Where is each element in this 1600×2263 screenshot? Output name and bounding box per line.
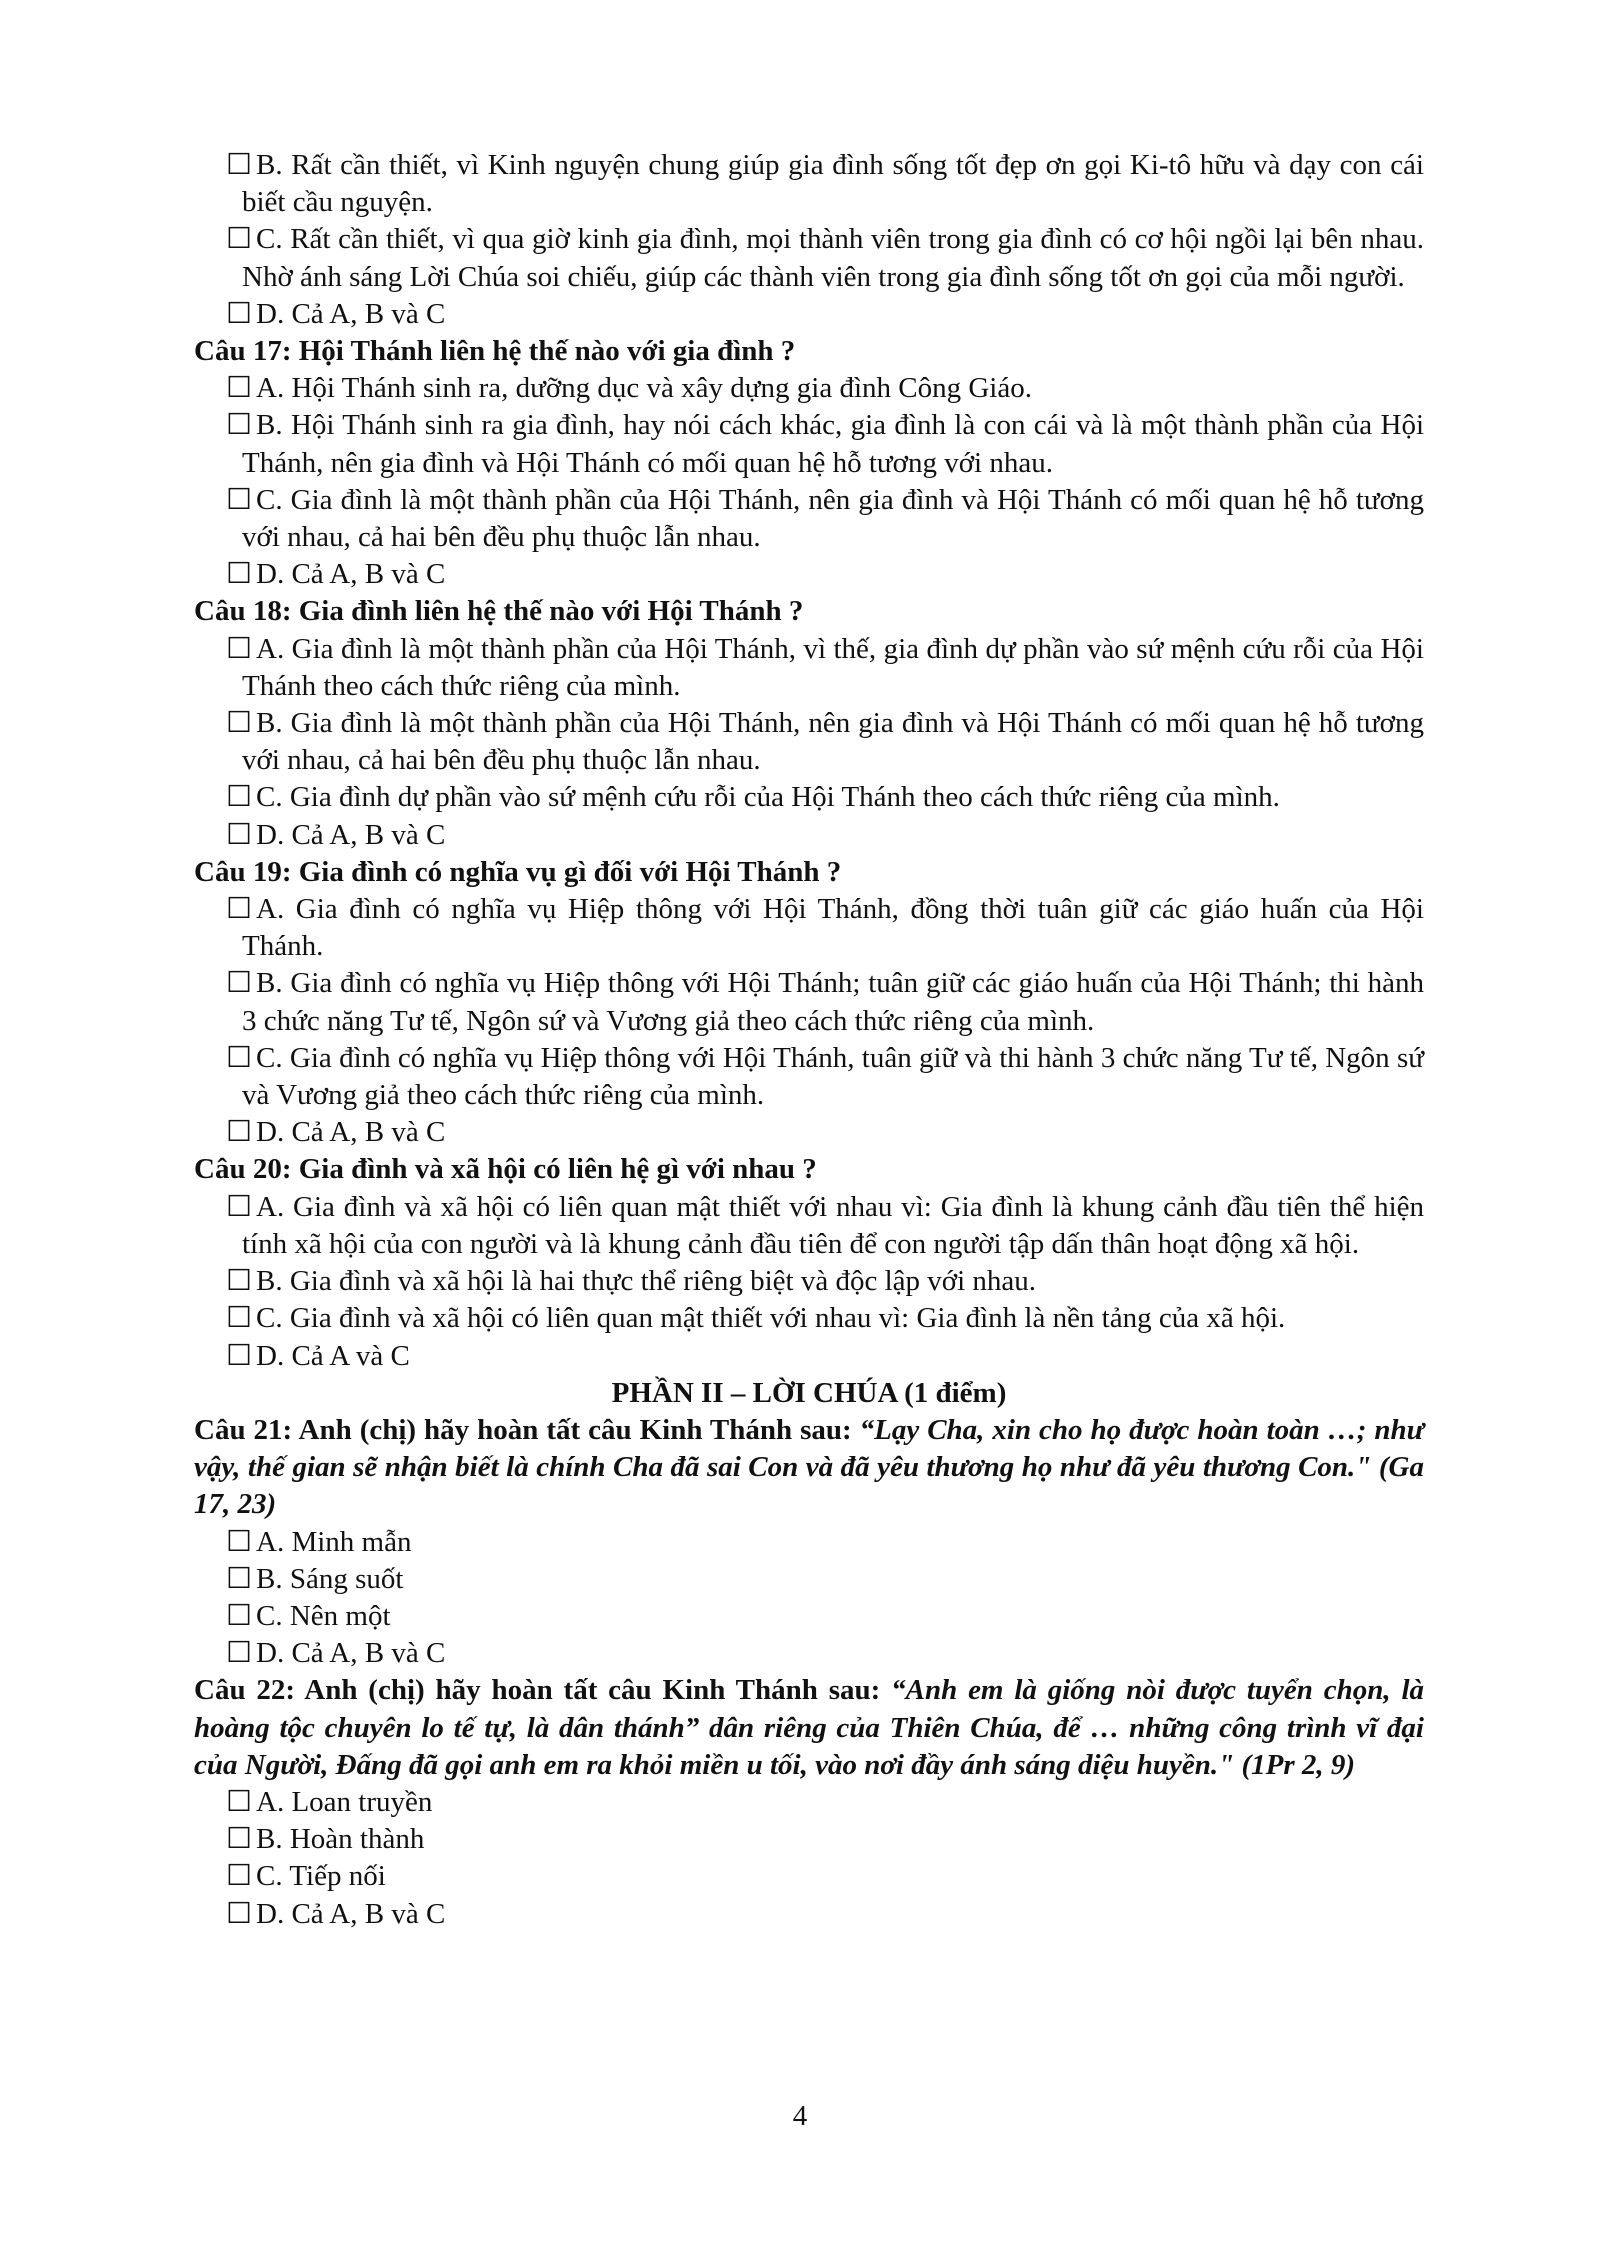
q22-option-a: ☐ A. Loan truyền (194, 1784, 1424, 1821)
checkbox-icon[interactable]: ☐ (226, 1041, 252, 1074)
q18-option-d: ☐ D. Cả A, B và C (194, 817, 1424, 854)
checkbox-icon[interactable]: ☐ (226, 893, 252, 926)
checkbox-icon[interactable]: ☐ (226, 1860, 252, 1893)
checkbox-icon[interactable]: ☐ (226, 1785, 252, 1818)
checkbox-icon[interactable]: ☐ (226, 818, 252, 851)
page-number: 4 (792, 2100, 808, 2132)
checkbox-icon[interactable]: ☐ (226, 297, 252, 330)
q22-option-d: ☐ D. Cả A, B và C (194, 1896, 1424, 1933)
q22-option-c: ☐ C. Tiếp nối (194, 1858, 1424, 1895)
checkbox-icon[interactable]: ☐ (226, 632, 252, 665)
q22-option-b: ☐ B. Hoàn thành (194, 1821, 1424, 1858)
q20-option-d: ☐ D. Cả A và C (194, 1338, 1424, 1375)
question-20-title: Câu 20: Gia đình và xã hội có liên hệ gì với nhau ? (194, 1153, 817, 1186)
q20-option-a: ☐ A. Gia đình và xã hội có liên quan mật thiết với nhau vì: Gia đình là khung cảnh đầu tiên thể hiện tính xã hội của con người và là khung cảnh đầu tiên để con người tập dấn thân hoạt động xã hội. (226, 1190, 1424, 1260)
q21-option-a: ☐ A. Minh mẫn (194, 1524, 1424, 1561)
q17-option-b: ☐ B. Hội Thánh sinh ra gia đình, hay nói cách khác, gia đình là con cái và là một thành phần của Hội Thánh, nên gia đình và Hội Thánh có mối quan hệ hỗ tương với nhau. (226, 409, 1424, 479)
question-22-title: Câu 22: Anh (chị) hãy hoàn tất câu Kinh Thánh sau: “Anh em là giống nòi được tuyển chọn, là hoàng tộc chuyên lo tế tự, là dân thánh” dân riêng của Thiên Chúa, để … những công trình vĩ đại của Người, Đấng đã gọi anh em ra khỏi miền u tối, vào nơi đầy ánh sáng diệu huyền." (1Pr 2, 9) (194, 1674, 1425, 1781)
q16-option-d: ☐ D. Cả A, B và C (194, 296, 1424, 333)
q21-option-b: ☐ B. Sáng suốt (194, 1561, 1424, 1598)
q17-option-c: ☐ C. Gia đình là một thành phần của Hội Thánh, nên gia đình và Hội Thánh có mối quan hệ hỗ tương với nhau, cả hai bên đều phụ thuộc lẫn nhau. (226, 483, 1424, 554)
checkbox-icon[interactable]: ☐ (226, 149, 252, 181)
q16-option-b: ☐ B. Rất cần thiết, vì Kinh nguyện chung giúp gia đình sống tốt đẹp ơn gọi Ki-tô hữu và dạy con cái biết cầu nguyện. (226, 149, 1424, 219)
checkbox-icon[interactable]: ☐ (226, 483, 252, 516)
checkbox-icon[interactable]: ☐ (226, 1823, 252, 1856)
q19-option-c: ☐ C. Gia đình có nghĩa vụ Hiệp thông với Hội Thánh, tuân giữ và thi hành 3 chức năng Tư tế, Ngôn sứ và Vương giả theo cách thức riêng của mình. (226, 1041, 1424, 1112)
question-18-title: Câu 18: Gia đình liên hệ thế nào với Hội Thánh ? (194, 595, 804, 628)
checkbox-icon[interactable]: ☐ (226, 1116, 252, 1149)
q20-option-b: ☐ B. Gia đình và xã hội là hai thực thể riêng biệt và độc lập với nhau. (194, 1263, 1424, 1300)
q21-option-c: ☐ C. Nên một (194, 1598, 1424, 1635)
section-heading: PHẦN II – LỜI CHÚA (1 điểm) (611, 1376, 1007, 1409)
q17-option-d: ☐ D. Cả A, B và C (194, 556, 1424, 593)
checkbox-icon[interactable]: ☐ (226, 967, 252, 1000)
checkbox-icon[interactable]: ☐ (226, 1562, 252, 1595)
checkbox-icon[interactable]: ☐ (226, 1190, 252, 1223)
q18-option-c: ☐ C. Gia đình dự phần vào sứ mệnh cứu rỗi của Hội Thánh theo cách thức riêng của mình. (194, 779, 1424, 816)
q19-option-d: ☐ D. Cả A, B và C (194, 1114, 1424, 1151)
q17-option-a: ☐ A. Hội Thánh sinh ra, dưỡng dục và xây dựng gia đình Công Giáo. (194, 370, 1424, 407)
checkbox-icon[interactable]: ☐ (226, 707, 252, 740)
checkbox-icon[interactable]: ☐ (226, 1525, 252, 1558)
checkbox-icon[interactable]: ☐ (226, 1599, 252, 1632)
checkbox-icon[interactable]: ☐ (226, 1302, 252, 1335)
checkbox-icon[interactable]: ☐ (226, 409, 252, 442)
q18-option-b: ☐ B. Gia đình là một thành phần của Hội Thánh, nên gia đình và Hội Thánh có mối quan hệ hỗ tương với nhau, cả hai bên đều phụ thuộc lẫn nhau. (226, 707, 1424, 777)
checkbox-icon[interactable]: ☐ (226, 1339, 252, 1372)
q19-option-a: ☐ A. Gia đình có nghĩa vụ Hiệp thông với Hội Thánh, đồng thời tuân giữ các giáo huấn của Hội Thánh. (226, 893, 1424, 963)
checkbox-icon[interactable]: ☐ (226, 781, 252, 814)
question-17-title: Câu 17: Hội Thánh liên hệ thế nào với gia đình ? (194, 335, 796, 368)
q16-option-c: ☐ C. Rất cần thiết, vì qua giờ kinh gia đình, mọi thành viên trong gia đình có cơ hội ngồi lại bên nhau. Nhờ ánh sáng Lời Chúa soi chiếu, giúp các thành viên trong gia đình sống tốt ơn gọi của mỗi người. (226, 223, 1424, 293)
q18-option-a: ☐ A. Gia đình là một thành phần của Hội Thánh, vì thế, gia đình dự phần vào sứ mệnh cứu rỗi của Hội Thánh theo cách thức riêng của mình. (226, 632, 1424, 702)
question-21-title: Câu 21: Anh (chị) hãy hoàn tất câu Kinh Thánh sau: “Lạy Cha, xin cho họ được hoàn toàn …; như vậy, thế gian sẽ nhận biết là chính Cha đã sai Con và đã yêu thương họ như đã yêu thương Con." (Ga 17, 23) (194, 1413, 1424, 1521)
checkbox-icon[interactable]: ☐ (226, 558, 252, 591)
document-page (194, 147, 1424, 1933)
checkbox-icon[interactable]: ☐ (226, 372, 252, 405)
checkbox-icon[interactable]: ☐ (226, 1897, 252, 1930)
q19-option-b: ☐ B. Gia đình có nghĩa vụ Hiệp thông với Hội Thánh; tuân giữ các giáo huấn của Hội Thánh; thi hành 3 chức năng Tư tế, Ngôn sứ và Vương giả theo cách thức riêng của mình. (226, 967, 1424, 1037)
checkbox-icon[interactable]: ☐ (226, 1265, 252, 1298)
checkbox-icon[interactable]: ☐ (226, 1637, 252, 1670)
q21-option-d: ☐ D. Cả A, B và C (194, 1635, 1424, 1672)
checkbox-icon[interactable]: ☐ (226, 223, 252, 256)
question-19-title: Câu 19: Gia đình có nghĩa vụ gì đối với Hội Thánh ? (194, 855, 842, 888)
q20-option-c: ☐ C. Gia đình và xã hội có liên quan mật thiết với nhau vì: Gia đình là nền tảng của xã hội. (194, 1300, 1424, 1337)
